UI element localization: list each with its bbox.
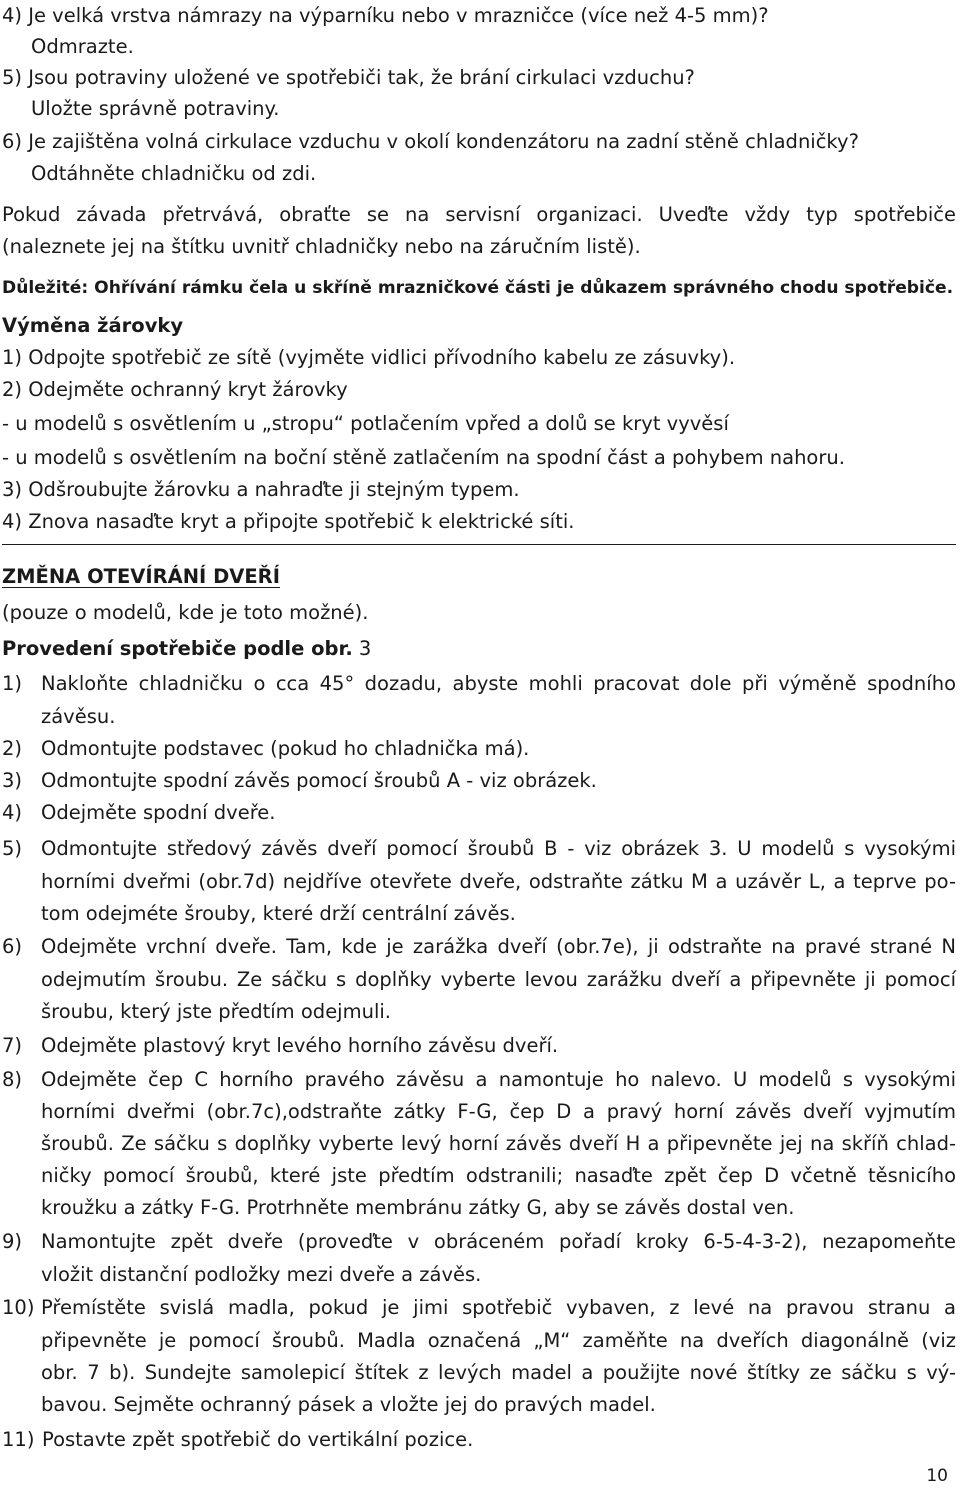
step-line: Postavte zpět spotřebič do vertikální pozice. (42, 1428, 474, 1451)
text-line: 1) Odpojte spotřebič ze sítě (vyjměte vidlici přívodního kabelu ze zásuvky). (2, 346, 736, 369)
step-line: Nakloňte chladničku o cca 45° dozadu, abyste mohli pracovat dole při výměně spodního (41, 672, 956, 695)
important-note: Důležité: Ohřívání rámku čela u skříně mrazničkové části je důkazem správného chodu spotřebiče. (2, 278, 954, 298)
step-line: odejmutím šroubu. Ze sáčku s doplňky vyberte levou zarážku dveří a připevněte ji pomocí (41, 968, 956, 991)
step-line: horními dveřmi (obr.7c),odstraňte zátky F-G, čep D a pravý horní závěs dveří vyjmutím (41, 1100, 956, 1123)
text-line: - u modelů s osvětlením na boční stěně zatlačením na spodní část a pohybem nahoru. (2, 446, 845, 469)
text-line: Odmrazte. (31, 35, 134, 58)
step-line: ničky pomocí šroubů, které jste předtím odstranili; nasaďte zpět čep D včetně těsnicího (41, 1164, 956, 1187)
step-number: 9) (2, 1230, 23, 1253)
step-line: kroužku a zátky F-G. Protrhněte membránu zátky G, aby se závěs dostal ven. (41, 1196, 795, 1219)
procedure-heading-text: Provedení spotřebiče podle obr. (2, 637, 353, 660)
subsection-heading: Výměna žárovky (2, 314, 184, 337)
step-line: Odejměte vrchní dveře. Tam, kde je zarážka dveří (obr.7e), ji odstraňte na pravé strané N (41, 935, 956, 958)
step-line: závěsu. (41, 705, 116, 728)
text-line: (naleznete jej na štítku uvnitř chladničky nebo na záručním listě). (2, 235, 641, 258)
text-line: 4) Znova nasaďte kryt a připojte spotřebič k elektrické síti. (2, 510, 575, 533)
step-number: 2) (2, 737, 23, 760)
step-line: horními dveřmi (obr.7d) nejdříve otevřete dveře, odstraňte zátku M a uzávěr L, a teprve po- (41, 870, 956, 893)
text-line: 4) Je velká vrstva námrazy na výparníku nebo v mrazničce (více než 4-5 mm)? (2, 4, 769, 27)
step-number: 4) (2, 801, 23, 824)
step-number: 7) (2, 1034, 23, 1057)
text-line: 5) Jsou potraviny uložené ve spotřebiči tak, že brání cirkulaci vzduchu? (2, 66, 695, 89)
step-line: Odejměte plastový kryt levého horního závěsu dveří. (41, 1034, 559, 1057)
step-line: připevněte je pomocí šroubů. Madla označená „M“ zaměňte na dveřích diagonálně (viz (41, 1329, 956, 1352)
step-line: vložit distanční podložky mezi dveře a závěs. (41, 1263, 482, 1286)
text-line: 3) Odšroubujte žárovku a nahraďte ji stejným typem. (2, 478, 520, 501)
step-line: Odejměte čep C horního pravého závěsu a namontuje ho nalevo. U modelů s vysokými (41, 1068, 956, 1091)
step-line: bavou. Sejměte ochranný pásek a vložte jej do pravých madel. (41, 1393, 656, 1416)
step-number: 8) (2, 1068, 23, 1091)
step-number: 6) (2, 935, 23, 958)
step-number: 5) (2, 837, 23, 860)
step-number: 3) (2, 769, 23, 792)
step-line: Odmontujte středový závěs dveří pomocí šroubů B - viz obrázek 3. U modelů s vysokými (41, 837, 956, 860)
section-note: (pouze o modelů, kde je toto možné). (2, 601, 369, 624)
text-line: Pokud závada přetrvává, obraťte se na servisní organizaci. Uveďte vždy typ spotřebiče (2, 203, 956, 226)
step-number: 11) (2, 1428, 35, 1451)
page-number: 10 (926, 1466, 948, 1486)
step-line: Přemístěte svislá madla, pokud je jimi spotřebič vybaven, z levé na pravou stranu a (41, 1296, 956, 1319)
step-line: šroubů. Ze sáčku s doplňky vyberte levý horní závěs dveří H a připevněte jej na skříň chlad- (41, 1132, 956, 1155)
text-line: Odtáhněte chladničku od zdi. (31, 162, 317, 185)
step-number: 1) (2, 672, 23, 695)
step-line: Odejměte spodní dveře. (41, 801, 276, 824)
step-line: Odmontujte spodní závěs pomocí šroubů A - viz obrázek. (41, 769, 597, 792)
text-line: 6) Je zajištěna volná cirkulace vzduchu v okolí kondenzátoru na zadní stěně chladničky? (2, 130, 859, 153)
step-line: Odmontujte podstavec (pokud ho chladnička má). (41, 737, 530, 760)
text-line: - u modelů s osvětlením u „stropu“ potlačením vpřed a dolů se kryt vyvěsí (2, 412, 729, 435)
text-line: Uložte správně potraviny. (31, 97, 280, 120)
step-line: Namontujte zpět dveře (proveďte v obráceném pořadí kroky 6-5-4-3-2), nezapomeňte (41, 1230, 956, 1253)
text-line: 2) Odejměte ochranný kryt žárovky (2, 378, 348, 401)
section-heading: ZMĚNA OTEVÍRÁNÍ DVEŘÍ (2, 565, 280, 588)
step-line: šroubu, který jste předtím odejmuli. (41, 1000, 391, 1023)
procedure-heading (2, 633, 371, 665)
section-divider (2, 544, 956, 545)
step-line: obr. 7 b). Sundejte samolepicí štítek z levých madel a použijte nové štítky ze sáčku s vý- (41, 1361, 956, 1384)
procedure-heading-figure: 3 (352, 637, 372, 660)
step-number: 10) (2, 1296, 35, 1319)
step-line: tom odejméte šrouby, které drží centrální závěs. (41, 902, 516, 925)
